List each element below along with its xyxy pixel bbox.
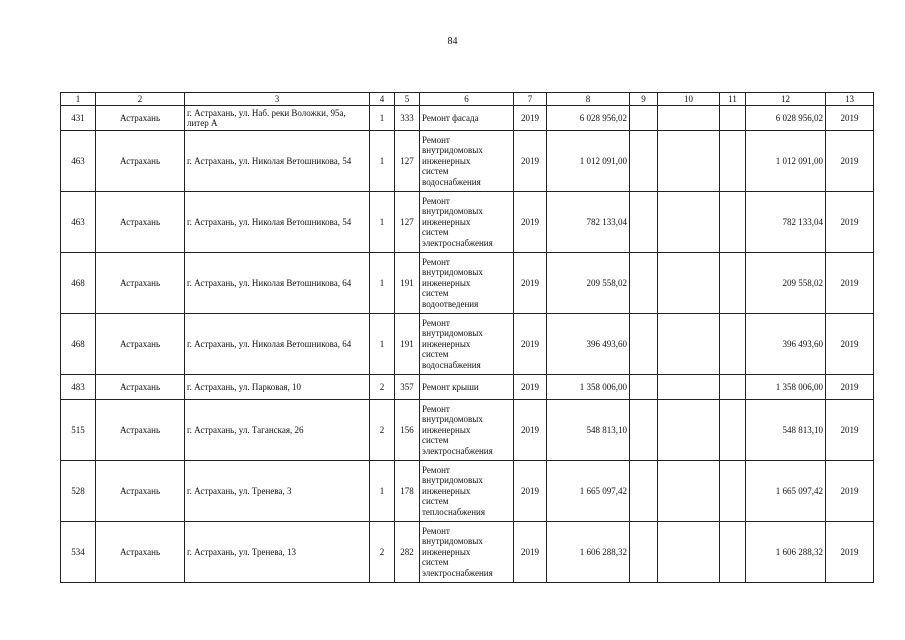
cost-cell: 6 028 956,02 (547, 106, 630, 131)
address-cell: г. Астрахань, ул. Наб. реки Воложки, 95а, литер А (185, 106, 370, 131)
table-row (61, 400, 874, 461)
col5-cell: 333 (395, 106, 420, 131)
col10-cell (658, 375, 720, 400)
row-number-cell: 468 (61, 253, 96, 314)
total-cost-cell: 1 012 091,00 (746, 131, 826, 192)
total-cost-cell: 396 493,60 (746, 314, 826, 375)
completion-year-cell: 2019 (826, 192, 874, 253)
col10-cell (658, 522, 720, 583)
work-type-cell: Ремонт внутридомовых инженерных систем электроснабжения (420, 400, 514, 461)
col9-cell (630, 522, 658, 583)
col9-cell (630, 314, 658, 375)
cost-cell: 209 558,02 (547, 253, 630, 314)
column-header: 5 (395, 93, 420, 106)
col11-cell (720, 131, 746, 192)
row-number-cell: 483 (61, 375, 96, 400)
col11-cell (720, 375, 746, 400)
work-type-cell: Ремонт крыши (420, 375, 514, 400)
column-header: 3 (185, 93, 370, 106)
total-cost-cell: 209 558,02 (746, 253, 826, 314)
col4-cell: 1 (370, 253, 395, 314)
work-type-cell: Ремонт внутридомовых инженерных систем электроснабжения (420, 522, 514, 583)
col4-cell: 2 (370, 375, 395, 400)
row-number-cell: 463 (61, 192, 96, 253)
city-cell: Астрахань (96, 192, 185, 253)
total-cost-cell: 6 028 956,02 (746, 106, 826, 131)
col11-cell (720, 106, 746, 131)
year-cell: 2019 (514, 314, 547, 375)
col9-cell (630, 461, 658, 522)
col11-cell (720, 461, 746, 522)
column-header: 9 (630, 93, 658, 106)
city-cell: Астрахань (96, 522, 185, 583)
col10-cell (658, 131, 720, 192)
city-cell: Астрахань (96, 106, 185, 131)
col10-cell (658, 400, 720, 461)
col10-cell (658, 192, 720, 253)
completion-year-cell: 2019 (826, 131, 874, 192)
cost-cell: 782 133,04 (547, 192, 630, 253)
col4-cell: 2 (370, 400, 395, 461)
completion-year-cell: 2019 (826, 400, 874, 461)
col5-cell: 127 (395, 131, 420, 192)
year-cell: 2019 (514, 192, 547, 253)
year-cell: 2019 (514, 131, 547, 192)
col10-cell (658, 314, 720, 375)
col5-cell: 282 (395, 522, 420, 583)
year-cell: 2019 (514, 106, 547, 131)
table-row (61, 192, 874, 253)
cost-cell: 396 493,60 (547, 314, 630, 375)
column-header: 8 (547, 93, 630, 106)
cost-cell: 1 665 097,42 (547, 461, 630, 522)
col9-cell (630, 192, 658, 253)
col5-cell: 156 (395, 400, 420, 461)
address-cell: г. Астрахань, ул. Тренева, 13 (185, 522, 370, 583)
col9-cell (630, 400, 658, 461)
column-header: 1 (61, 93, 96, 106)
col4-cell: 1 (370, 131, 395, 192)
col4-cell: 1 (370, 192, 395, 253)
col11-cell (720, 192, 746, 253)
cost-cell: 548 813,10 (547, 400, 630, 461)
col9-cell (630, 106, 658, 131)
work-type-cell: Ремонт внутридомовых инженерных систем электроснабжения (420, 192, 514, 253)
repair-table (60, 92, 874, 583)
row-number-cell: 534 (61, 522, 96, 583)
table-row (61, 461, 874, 522)
year-cell: 2019 (514, 253, 547, 314)
col11-cell (720, 314, 746, 375)
completion-year-cell: 2019 (826, 522, 874, 583)
col4-cell: 1 (370, 314, 395, 375)
column-header: 2 (96, 93, 185, 106)
completion-year-cell: 2019 (826, 461, 874, 522)
col5-cell: 191 (395, 314, 420, 375)
col5-cell: 191 (395, 253, 420, 314)
completion-year-cell: 2019 (826, 106, 874, 131)
cost-cell: 1 358 006,00 (547, 375, 630, 400)
work-type-cell: Ремонт внутридомовых инженерных систем теплоснабжения (420, 461, 514, 522)
city-cell: Астрахань (96, 131, 185, 192)
year-cell: 2019 (514, 461, 547, 522)
col10-cell (658, 253, 720, 314)
address-cell: г. Астрахань, ул. Тренева, 3 (185, 461, 370, 522)
table-row (61, 106, 874, 131)
address-cell: г. Астрахань, ул. Таганская, 26 (185, 400, 370, 461)
column-header: 7 (514, 93, 547, 106)
col10-cell (658, 461, 720, 522)
address-cell: г. Астрахань, ул. Парковая, 10 (185, 375, 370, 400)
completion-year-cell: 2019 (826, 253, 874, 314)
col9-cell (630, 375, 658, 400)
address-cell: г. Астрахань, ул. Николая Ветошникова, 64 (185, 314, 370, 375)
row-number-cell: 468 (61, 314, 96, 375)
city-cell: Астрахань (96, 375, 185, 400)
address-cell: г. Астрахань, ул. Николая Ветошникова, 54 (185, 131, 370, 192)
row-number-cell: 431 (61, 106, 96, 131)
work-type-cell: Ремонт фасада (420, 106, 514, 131)
col4-cell: 1 (370, 106, 395, 131)
col9-cell (630, 253, 658, 314)
header-row (61, 93, 874, 106)
col4-cell: 2 (370, 522, 395, 583)
page-number: 84 (447, 36, 458, 47)
city-cell: Астрахань (96, 314, 185, 375)
col11-cell (720, 400, 746, 461)
completion-year-cell: 2019 (826, 314, 874, 375)
total-cost-cell: 782 133,04 (746, 192, 826, 253)
address-cell: г. Астрахань, ул. Николая Ветошникова, 64 (185, 253, 370, 314)
table-row (61, 253, 874, 314)
total-cost-cell: 1 665 097,42 (746, 461, 826, 522)
col11-cell (720, 253, 746, 314)
total-cost-cell: 1 606 288,32 (746, 522, 826, 583)
address-cell: г. Астрахань, ул. Николая Ветошникова, 54 (185, 192, 370, 253)
table-body (61, 93, 874, 583)
col10-cell (658, 106, 720, 131)
col4-cell: 1 (370, 461, 395, 522)
city-cell: Астрахань (96, 400, 185, 461)
work-type-cell: Ремонт внутридомовых инженерных систем водоснабжения (420, 314, 514, 375)
total-cost-cell: 1 358 006,00 (746, 375, 826, 400)
row-number-cell: 463 (61, 131, 96, 192)
row-number-cell: 515 (61, 400, 96, 461)
table-row (61, 522, 874, 583)
year-cell: 2019 (514, 400, 547, 461)
city-cell: Астрахань (96, 461, 185, 522)
cost-cell: 1 012 091,00 (547, 131, 630, 192)
year-cell: 2019 (514, 522, 547, 583)
column-header: 12 (746, 93, 826, 106)
column-header: 4 (370, 93, 395, 106)
col9-cell (630, 131, 658, 192)
col11-cell (720, 522, 746, 583)
table-row (61, 314, 874, 375)
cost-cell: 1 606 288,32 (547, 522, 630, 583)
col5-cell: 127 (395, 192, 420, 253)
work-type-cell: Ремонт внутридомовых инженерных систем водоснабжения (420, 131, 514, 192)
total-cost-cell: 548 813,10 (746, 400, 826, 461)
column-header: 10 (658, 93, 720, 106)
table-row (61, 131, 874, 192)
row-number-cell: 528 (61, 461, 96, 522)
city-cell: Астрахань (96, 253, 185, 314)
table-row (61, 375, 874, 400)
col5-cell: 357 (395, 375, 420, 400)
column-header: 11 (720, 93, 746, 106)
completion-year-cell: 2019 (826, 375, 874, 400)
work-type-cell: Ремонт внутридомовых инженерных систем водоотведения (420, 253, 514, 314)
column-header: 6 (420, 93, 514, 106)
column-header: 13 (826, 93, 874, 106)
col5-cell: 178 (395, 461, 420, 522)
year-cell: 2019 (514, 375, 547, 400)
